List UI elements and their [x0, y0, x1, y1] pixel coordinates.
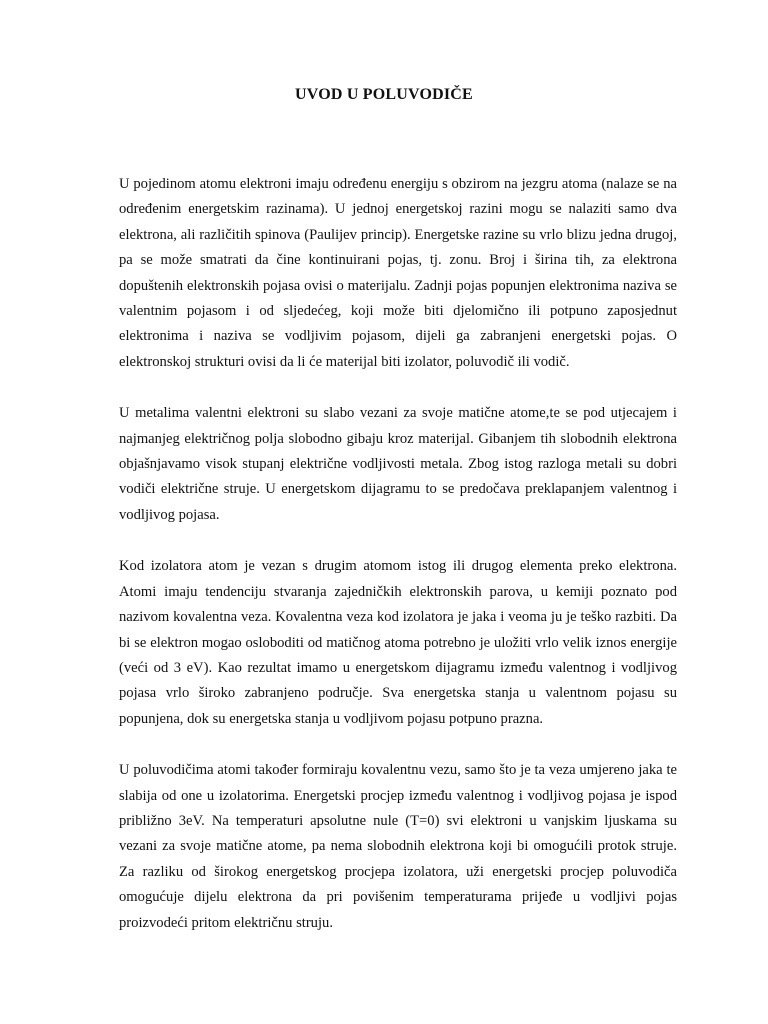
page-title: UVOD U POLUVODIČE: [295, 86, 473, 103]
paragraph-atomic-energy-levels: U pojedinom atomu elektroni imaju određenu energiju s obzirom na jezgru atoma (nalaze se na određenim energetskim razinama). U jednoj energetskoj razini mogu se nalaziti samo dva elektrona, ali različitih spinova (Paulijev princip). Energetske razine su vrlo blizu jedna drugoj, pa se može smatrati da čine kontinuirani pojas, tj. zonu. Broj i širina tih, za elektrona dopuštenih elektronskih pojasa ovisi o materijalu. Zadnji pojas popunjen elektronima naziva se valentnim pojasom i od sljedećeg, koji može biti djelomično ili potpuno zaposjednut elektronima i naziva se vodljivim pojasom, dijeli ga zabranjeni energetski pojas. O elektronskoj strukturi ovisi da li će materijal biti izolator, poluvodič ili vodič.: [119, 176, 677, 370]
paragraph-semiconductors: U poluvodičima atomi također formiraju kovalentnu vezu, samo što je ta veza umjereno jaka te slabija od one u izolatorima. Energetski procjep između valentnog i vodljivog pojasa je ispod približno 3eV. Na temperaturi apsolutne nule (T=0) svi elektroni u vanjskim ljuskama su vezani za svoje matične atome, pa nema slobodnih elektrona koji bi omogućili protok struje. Za razliku od širokog energetskog procjepa izolatora, uži energetski procjep poluvodiča omogućuje dijelu elektrona da pri povišenim temperaturama prijeđe u vodljivi pojas proizvodeći pritom električnu struju.: [119, 762, 677, 931]
paragraph-metals: U metalima valentni elektroni su slabo vezani za svoje matične atome,te se pod utjecajem i najmanjeg električnog polja slobodno gibaju kroz materijal. Gibanjem tih slobodnih elektrona objašnjavamo visok stupanj električne vodljivosti metala. Zbog istog razloga metali su dobri vodiči električne struje. U energetskom dijagramu to se predočava preklapanjem valentnog i vodljivog pojasa.: [119, 405, 677, 523]
paragraph-insulators: Kod izolatora atom je vezan s drugim atomom istog ili drugog elementa preko elektrona. Atomi imaju tendenciju stvaranja zajedničkih elektronskih parova, u kemiji poznato pod nazivom kovalentna veza. Kovalentna veza kod izolatora je jaka i veoma ju je teško razbiti. Da bi se elektron mogao osloboditi od matičnog atoma potrebno je uložiti vrlo velik iznos energije (veći od 3 eV). Kao rezultat imamo u energetskom dijagramu između valentnog i vodljivog pojasa vrlo široko zabranjeno područje. Sva energetska stanja u valentnom pojasu su popunjena, dok su energetska stanja u vodljivom pojasu potpuno prazna.: [119, 558, 677, 727]
document-body: [119, 172, 677, 962]
